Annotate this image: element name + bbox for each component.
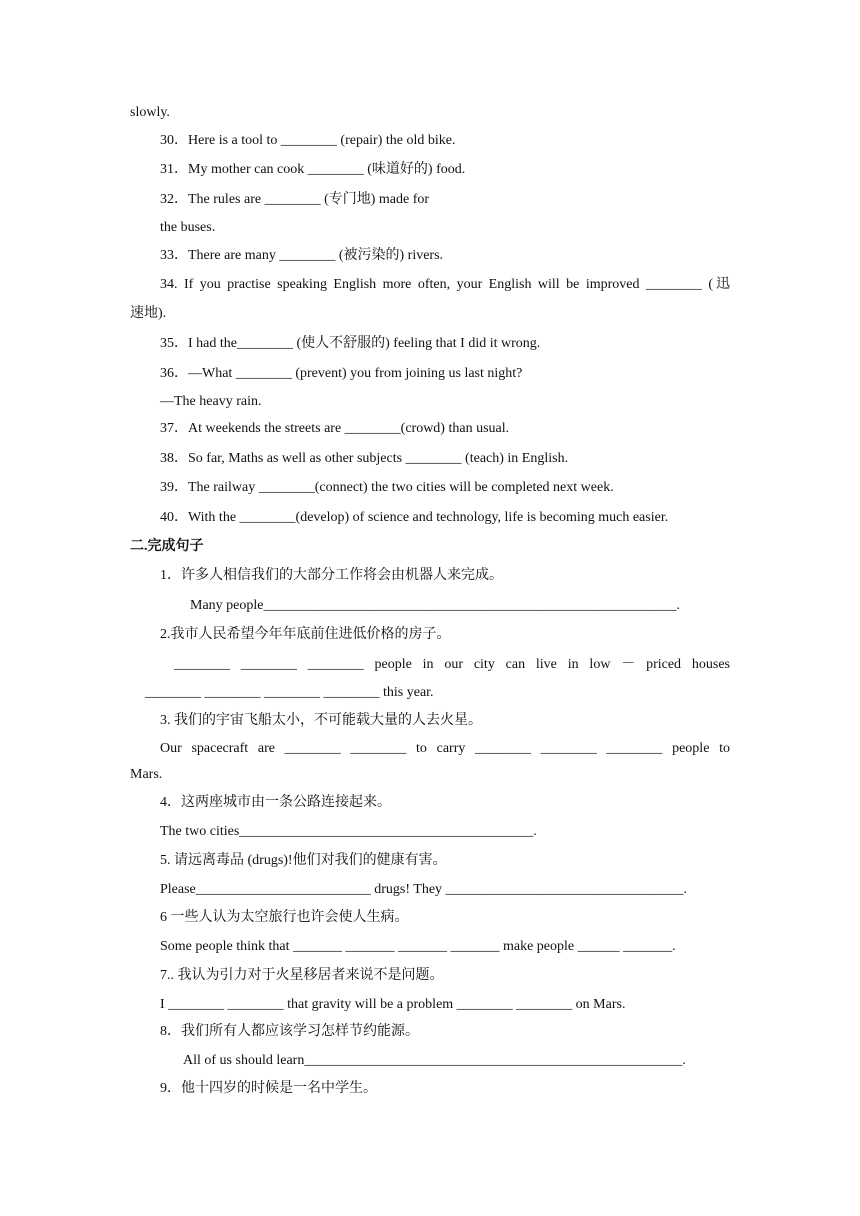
sentence-8-chinese: 8．我们所有人都应该学习怎样节约能源。 xyxy=(160,1024,419,1039)
sentence-4-english: The two cities__________________________________________. xyxy=(160,824,537,839)
sentence-7-english: I ________ ________ that gravity will be a problem ________ ________ on Mars. xyxy=(160,997,626,1012)
question-31: 31．My mother can cook ________ (味道好的) food. xyxy=(160,162,466,177)
sentence-2-chinese: 2.我市人民希望今年年底前住进低价格的房子。 xyxy=(160,627,451,642)
sentence-1-english: Many people___________________________________________________________. xyxy=(190,598,680,613)
question-40: 40．With the ________(develop) of science and technology, life is becoming much easier. xyxy=(160,510,669,525)
question-32: 32．The rules are ________ (专门地) made for xyxy=(160,192,430,207)
question-39: 39．The railway ________(connect) the two cities will be completed next week. xyxy=(160,480,614,495)
sentence-1-chinese: 1．许多人相信我们的大部分工作将会由机器人来完成。 xyxy=(160,568,503,583)
question-34-continued: 速地). xyxy=(130,306,167,321)
sentence-7-chinese: 7.. 我认为引力对于火星移居者来说不是问题。 xyxy=(160,968,444,983)
sentence-2-english: ________ ________ ________ people in our city can live in low － priced houses xyxy=(174,657,730,672)
sentence-5-chinese: 5. 请远离毒品 (drugs)!他们对我们的健康有害。 xyxy=(160,853,447,868)
question-35: 35．I had the________ (使人不舒服的) feeling that I did it wrong. xyxy=(160,336,541,351)
sentence-4-chinese: 4．这两座城市由一条公路连接起来。 xyxy=(160,795,391,810)
sentence-9-chinese: 9．他十四岁的时候是一名中学生。 xyxy=(160,1081,377,1096)
sentence-3-english-continued: Mars. xyxy=(130,767,163,782)
section-heading: 二.完成句子 xyxy=(130,539,204,554)
line-slowly: slowly. xyxy=(130,105,170,120)
sentence-8-english: All of us should learn______________________________________________________. xyxy=(183,1053,686,1068)
question-34: 34. If you practise speaking English more often, your English will be improved ________ (迅 xyxy=(160,277,730,292)
question-36-answer: —The heavy rain. xyxy=(160,394,262,409)
sentence-2-english-continued: ________ ________ ________ ________ this year. xyxy=(145,685,434,700)
sentence-3-english: Our spacecraft are ________ ________ to carry ________ ________ ________ people to xyxy=(160,741,730,756)
sentence-5-english: Please_________________________ drugs! They __________________________________. xyxy=(160,882,688,897)
question-30: 30．Here is a tool to ________ (repair) the old bike. xyxy=(160,133,456,148)
question-38: 38．So far, Maths as well as other subjects ________ (teach) in English. xyxy=(160,451,569,466)
question-33: 33．There are many ________ (被污染的) rivers. xyxy=(160,248,444,263)
sentence-3-chinese: 3. 我们的宇宙飞船太小，不可能载大量的人去火星。 xyxy=(160,713,482,728)
sentence-6-chinese: 6 一些人认为太空旅行也许会使人生病。 xyxy=(160,910,409,925)
question-37: 37．At weekends the streets are ________(crowd) than usual. xyxy=(160,421,510,436)
sentence-6-english: Some people think that _______ _______ _______ _______ make people ______ _______. xyxy=(160,939,676,954)
question-36: 36．—What ________ (prevent) you from joining us last night? xyxy=(160,366,523,381)
question-32-continued: the buses. xyxy=(160,220,216,235)
